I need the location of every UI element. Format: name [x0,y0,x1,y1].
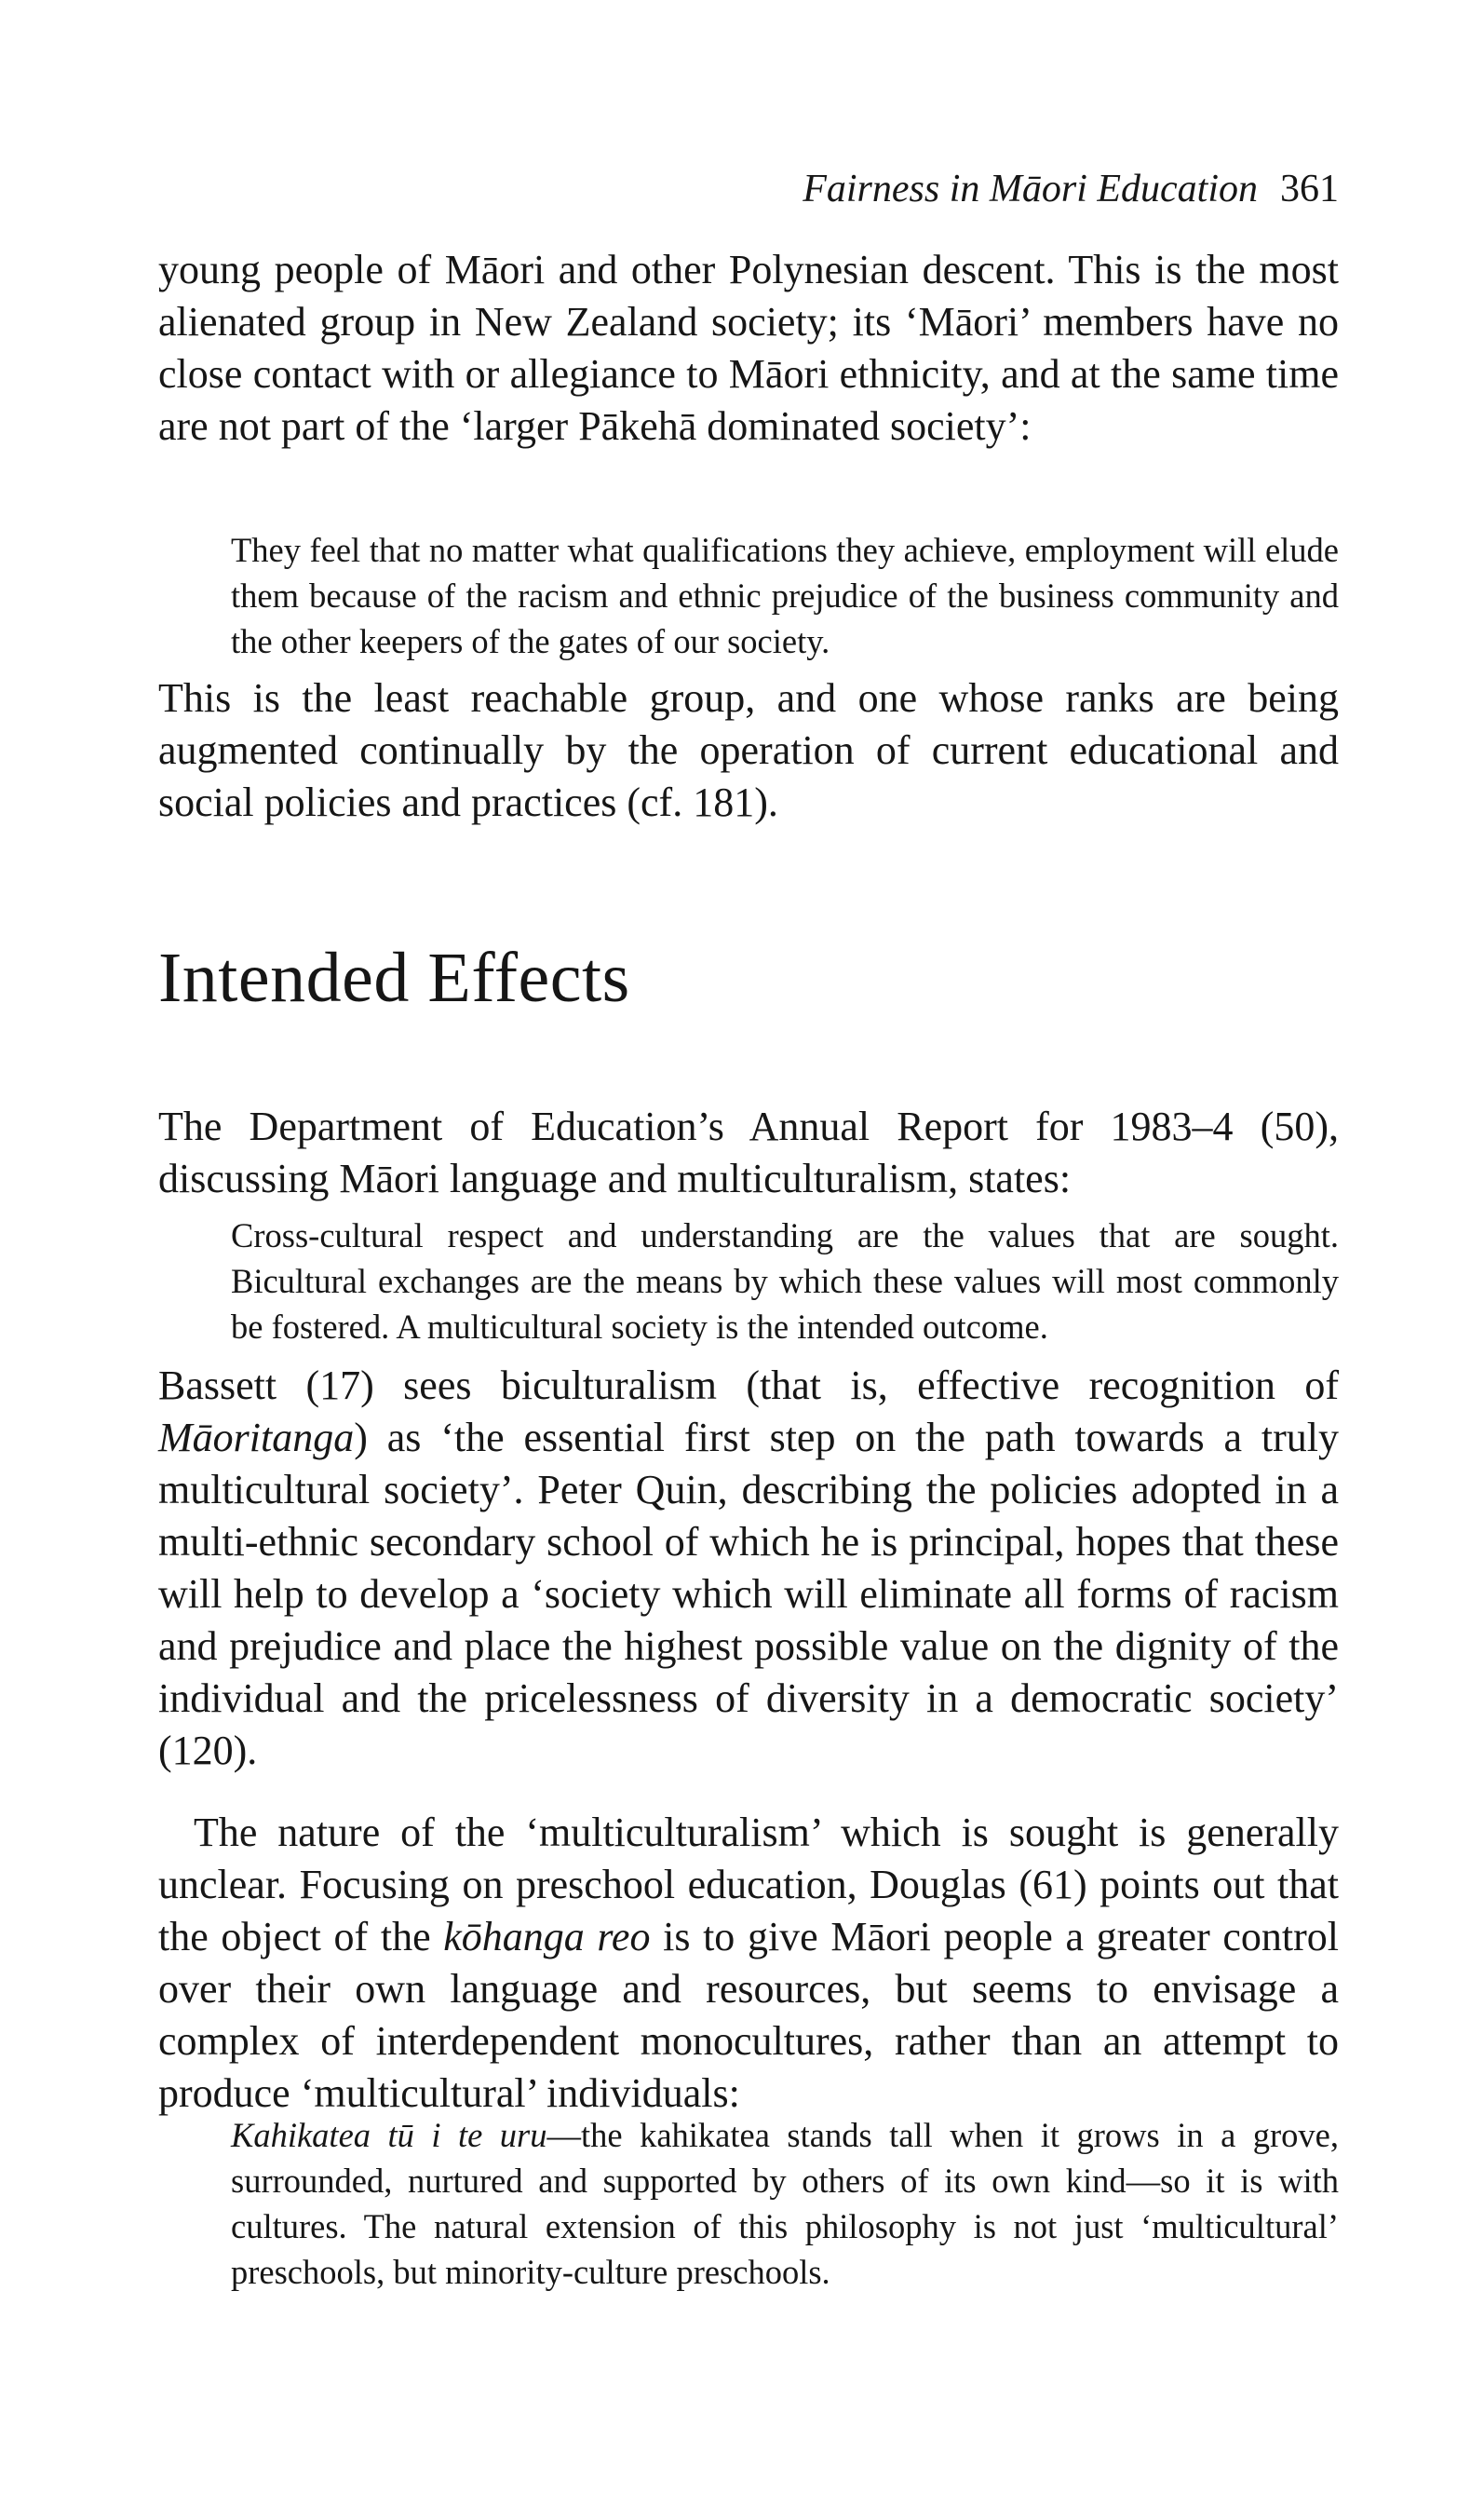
paragraph-1: young people of Māori and other Polynesian descent. This is the most alienated group in New Zealand society; its ‘Māori’ members have no close contact with or allegiance to Māori ethnicity, and at the same time are not part of the ‘larger Pākehā dominated society’: [158,247,1339,449]
paragraph-5-text-a: The nature of the ‘multiculturalism’ which is sought is generally unclear. Focusing on preschool education, Douglas (61) points out that the object of the [158,1810,1339,1959]
running-head [158,166,1339,212]
block-quote-2: Cross-cultural respect and understanding are the values that are sought. Bicultural exchanges are the means by which these values will most commonly be fostered. A multicultural society is the intended outcome. [231,1216,1339,1346]
section-heading: Intended Effects [158,939,630,1017]
paragraph-2: This is the least reachable group, and one whose ranks are being augmented continually by the operation of current educational and social policies and practices (cf. 181). [158,675,1339,825]
paragraph-2-block [158,672,1339,829]
paragraph-4-italic-term: Māoritanga [158,1415,355,1460]
block-quote-3-text: —the kahikatea stands tall when it grows in a grove, surrounded, nurtured and supported by others of its own kind—so it is with cultures. The natural extension of this philosophy is not just ‘multicultural’ preschools, but minority-culture preschools. [231,2116,1339,2291]
paragraph-5-block [158,1807,1339,2120]
running-head-title: Fairness in Māori Education [803,168,1258,210]
paragraph-4 [158,1360,1339,1777]
paragraph-5-text-b: is to give Māori people a greater control over their own language and resources, but seems to envisage a complex of interdependent monocultures, rather than an attempt to produce ‘multicultural’ individuals: [158,1914,1340,2116]
paragraph-5-italic-term: kōhanga reo [443,1914,651,1959]
page-number: 361 [1280,168,1339,210]
block-quote-3-maori-proverb: Kahikatea tū i te uru [231,2116,547,2154]
paragraph-4-block [158,1360,1339,1777]
paragraph-3: The Department of Education’s Annual Report for 1983–4 (50), discussing Māori language and multiculturalism, states: [158,1104,1339,1201]
block-quote-1: They feel that no matter what qualifications they achieve, employment will elude them because of the racism and ethnic prejudice of the business community and the other keepers of the gates of our society. [231,531,1339,660]
paragraph-4-text-b: ) as ‘the essential first step on the path towards a truly multicultural society’. Peter Quin, describing the policies adopted in a multi-ethnic secondary school of which he is principal, hopes that these will help to develop a ‘society which will eliminate all forms of racism and prejudice and place the highest possible value on the dignity of the individual and the pricelessness of diversity in a democratic society’ (120). [158,1415,1339,1773]
paragraph-5 [158,1807,1339,2120]
paragraph-3-block [158,1101,1339,1205]
block-quote-3 [231,2112,1339,2295]
paragraph-4-text-a: Bassett (17) sees biculturalism (that is, effective recognition of [158,1362,1339,1408]
paragraph-1-block [158,244,1339,453]
